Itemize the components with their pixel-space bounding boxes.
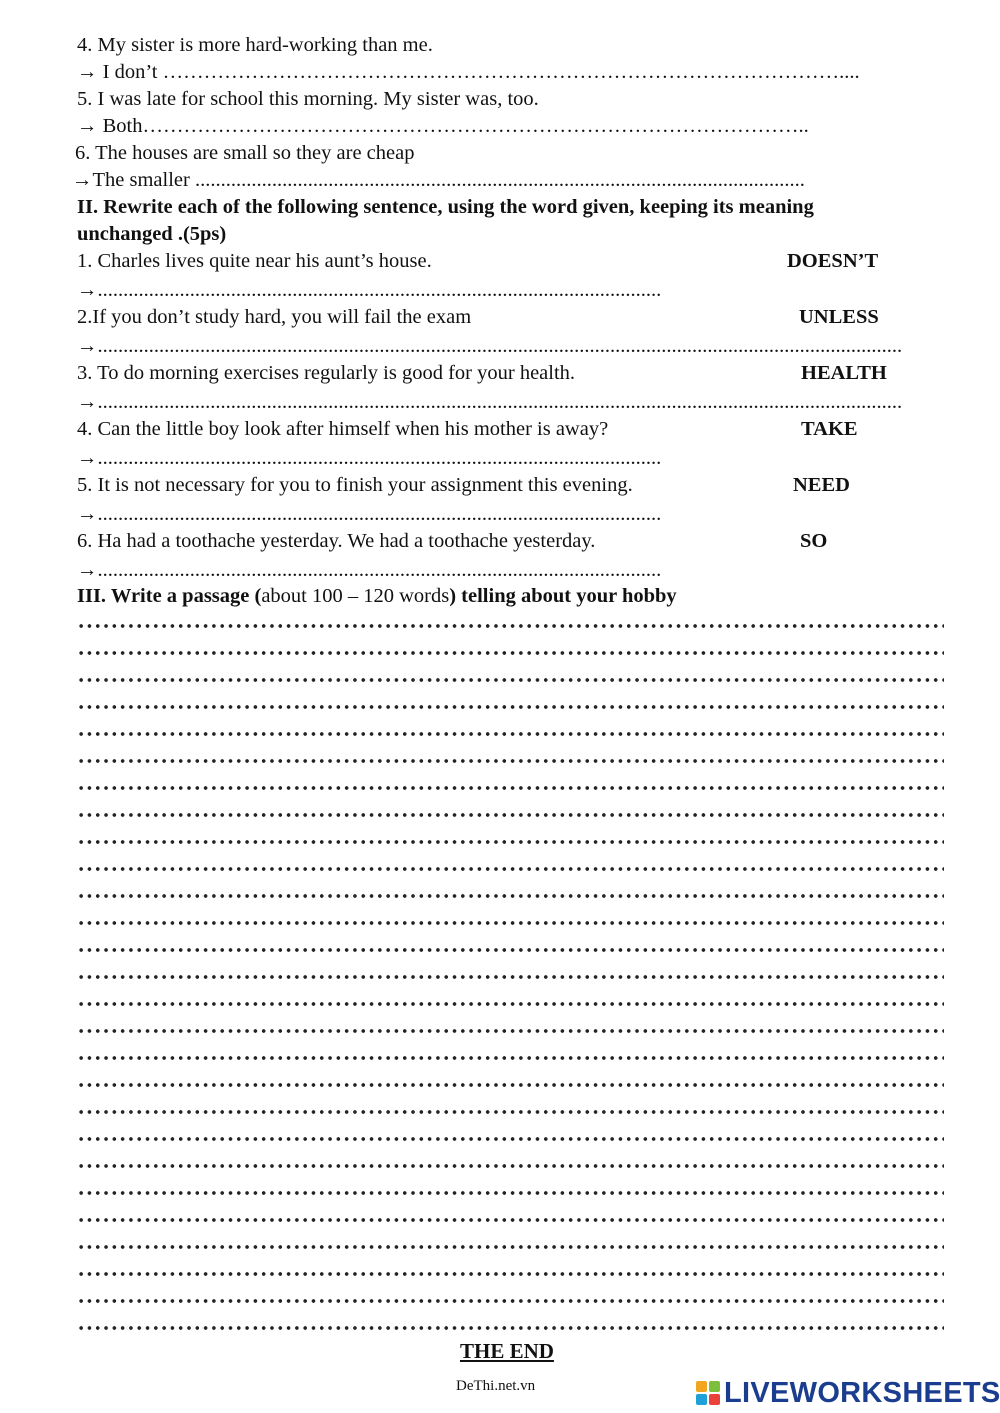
rewrite-answer-1[interactable]: →.............................................................................................................. [77,279,662,301]
writing-line[interactable] [77,1162,944,1170]
rewrite-question-5: 5. It is not necessary for you to finish your assignment this evening. [77,474,633,496]
footer-site: DeThi.net.vn [456,1378,536,1394]
writing-line[interactable] [77,1270,944,1278]
rewrite-answer-6[interactable]: →.............................................................................................................. [77,559,662,581]
writing-line[interactable] [77,1054,944,1062]
section-3-title-start: III. Write a passage ( [77,585,262,607]
writing-line[interactable] [77,973,944,981]
answer-line-5[interactable]: → Both…………………………………………………………………………………….. [77,115,809,137]
writing-line[interactable] [77,730,944,738]
liveworksheets-brand[interactable] [696,1376,1000,1410]
writing-line[interactable] [77,865,944,873]
question-6: 6. The houses are small so they are cheap [75,142,415,164]
logo-square [709,1394,720,1405]
rewrite-answer-2[interactable]: →............................................................................................................................................................. [77,335,903,357]
keyword-take: TAKE [801,418,858,440]
answer-line-6[interactable]: →The smaller ....................................................................................................................... [72,169,805,191]
writing-line[interactable] [77,1000,944,1008]
writing-line[interactable] [77,703,944,711]
writing-line[interactable] [77,1216,944,1224]
rewrite-question-6: 6. Ha had a toothache yesterday. We had a toothache yesterday. [77,530,596,552]
writing-line[interactable] [77,757,944,765]
answer-line-4[interactable]: → I don’t ……………………………………………………………………………………….... [77,61,860,83]
writing-line[interactable] [77,1108,944,1116]
writing-line[interactable] [77,622,944,630]
writing-line[interactable] [77,1189,944,1197]
section-3-title [77,583,677,609]
writing-line[interactable] [77,1081,944,1089]
rewrite-answer-4[interactable]: →.............................................................................................................. [77,447,662,469]
writing-line[interactable] [77,1135,944,1143]
rewrite-question-1: 1. Charles lives quite near his aunt’s house. [77,250,432,272]
writing-line[interactable] [77,1027,944,1035]
section-2-title: II. Rewrite each of the following sentence, using the word given, keeping its meaning [77,196,814,218]
writing-line[interactable] [77,1297,944,1305]
writing-line[interactable] [77,946,944,954]
writing-line[interactable] [77,784,944,792]
brand-text: LIVEWORKSHEETS [724,1376,1000,1409]
rewrite-answer-5[interactable]: →.............................................................................................................. [77,503,662,525]
liveworksheets-logo-icon [696,1381,720,1405]
writing-line[interactable] [77,649,944,657]
keyword-need: NEED [793,474,850,496]
rewrite-question-4: 4. Can the little boy look after himself when his mother is away? [77,418,609,440]
writing-line[interactable] [77,892,944,900]
logo-square [696,1394,707,1405]
keyword-health: HEALTH [801,362,887,384]
logo-square [709,1381,720,1392]
writing-line[interactable] [77,811,944,819]
writing-line[interactable] [77,1324,944,1332]
logo-square [696,1381,707,1392]
the-end-label: THE END [460,1339,554,1363]
writing-line[interactable] [77,676,944,684]
keyword-so: SO [800,530,828,552]
rewrite-question-2: 2.If you don’t study hard, you will fail the exam [77,306,472,328]
section-3-word-count: about 100 – 120 words [261,585,450,607]
writing-line[interactable] [77,1243,944,1251]
section-3-title-end: ) telling about your hobby [449,585,677,607]
keyword-unless: UNLESS [799,306,879,328]
rewrite-answer-3[interactable]: →............................................................................................................................................................. [77,391,903,413]
question-4: 4. My sister is more hard-working than me. [77,34,433,56]
writing-line[interactable] [77,919,944,927]
question-5: 5. I was late for school this morning. My sister was, too. [77,88,539,110]
rewrite-question-3: 3. To do morning exercises regularly is good for your health. [77,362,576,384]
keyword-doesnt: DOESN’T [787,250,879,272]
writing-line[interactable] [77,838,944,846]
section-2-title-cont: unchanged .(5ps) [77,223,227,245]
